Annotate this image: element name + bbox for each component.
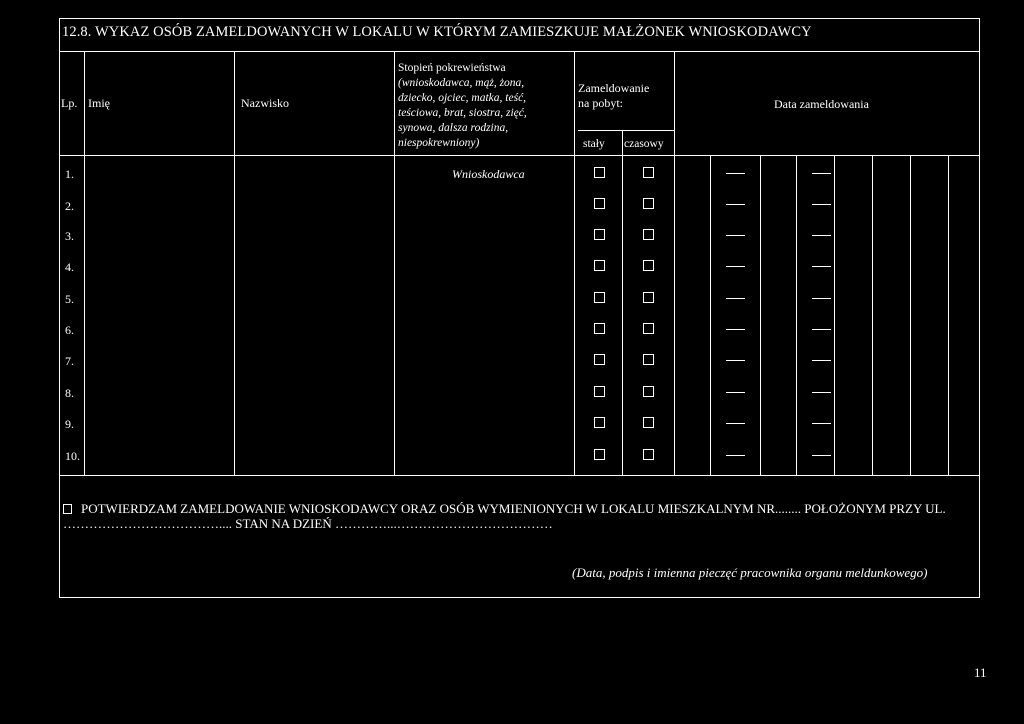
header-stopien-line: dziecko, ojciec, matka, teść, [398, 92, 527, 104]
date-col-line [948, 155, 949, 475]
header-stopien-line: teściowa, brat, siostra, zięć, [398, 107, 527, 119]
signature-caption: (Data, podpis i imienna pieczęć pracownika organu meldunkowego) [572, 565, 928, 580]
date-separator-dash [726, 329, 745, 330]
row-number: 9. [65, 417, 74, 431]
checkbox-czasowy[interactable] [643, 354, 654, 365]
checkbox-staly[interactable] [594, 198, 605, 209]
date-separator-dash [726, 455, 745, 456]
checkbox-czasowy[interactable] [643, 449, 654, 460]
date-col-line [710, 155, 711, 475]
header-bottom-line [59, 155, 980, 156]
date-separator-dash [726, 360, 745, 361]
header-imie: Imię [88, 96, 110, 110]
header-lp: Lp. [61, 96, 78, 110]
header-czasowy: czasowy [624, 138, 664, 150]
date-col-line [872, 155, 873, 475]
checkbox-staly[interactable] [594, 292, 605, 303]
date-separator-dash [726, 423, 745, 424]
checkbox-staly[interactable] [594, 449, 605, 460]
row-number: 1. [65, 167, 74, 181]
col-line-stopien [574, 51, 575, 475]
checkbox-staly[interactable] [594, 167, 605, 178]
date-separator-dash [726, 235, 745, 236]
checkbox-staly[interactable] [594, 229, 605, 240]
checkbox-staly[interactable] [594, 354, 605, 365]
date-separator-dash [726, 204, 745, 205]
header-zameldowanie-line1: Zameldowanie [578, 81, 650, 95]
date-separator-dash [812, 266, 831, 267]
date-col-line [910, 155, 911, 475]
date-separator-dash [812, 235, 831, 236]
row-number: 10. [65, 449, 80, 463]
page-number: 11 [974, 665, 987, 680]
table-bottom-line [59, 475, 980, 476]
header-top-line [59, 51, 980, 52]
header-data-zameldowania: Data zameldowania [774, 97, 869, 111]
checkbox-czasowy[interactable] [643, 292, 654, 303]
col-line-imie [234, 51, 235, 475]
row-number: 4. [65, 260, 74, 274]
date-separator-dash [812, 392, 831, 393]
confirmation-checkbox[interactable] [63, 504, 72, 514]
zameldowanie-split-line [578, 130, 674, 131]
date-separator-dash [812, 298, 831, 299]
date-separator-dash [726, 173, 745, 174]
row-number: 7. [65, 354, 74, 368]
date-separator-dash [812, 423, 831, 424]
date-separator-dash [812, 204, 831, 205]
checkbox-czasowy[interactable] [643, 323, 654, 334]
header-stopien [398, 61, 527, 151]
checkbox-staly[interactable] [594, 260, 605, 271]
checkbox-czasowy[interactable] [643, 229, 654, 240]
date-separator-dash [726, 266, 745, 267]
checkbox-staly[interactable] [594, 386, 605, 397]
checkbox-staly[interactable] [594, 417, 605, 428]
row-number: 5. [65, 292, 74, 306]
header-stopien-line: synowa, dalsza rodzina, [398, 122, 509, 134]
col-line-lp [84, 51, 85, 475]
header-nazwisko: Nazwisko [241, 96, 289, 110]
date-separator-dash [726, 298, 745, 299]
date-separator-dash [812, 173, 831, 174]
col-line-staly [622, 130, 623, 475]
date-col-line [760, 155, 761, 475]
header-zameldowanie-line2: na pobyt: [578, 96, 623, 110]
checkbox-czasowy[interactable] [643, 198, 654, 209]
confirmation-text: POTWIERDZAM ZAMELDOWANIE WNIOSKODAWCY ORAZ OSÓB WYMIENIONYCH W LOKALU MIESZKALNYM NR........ POŁOŻONYM PRZY UL. ……………………………….... STAN NA DZIEŃ …………...……………………………… [63, 501, 946, 531]
row-number: 3. [65, 229, 74, 243]
header-staly: stały [583, 138, 605, 150]
header-stopien-title: Stopień pokrewieństwa [398, 62, 506, 74]
checkbox-czasowy[interactable] [643, 417, 654, 428]
section-title: 12.8. WYKAZ OSÓB ZAMELDOWANYCH W LOKALU W KTÓRYM ZAMIESZKUJE MAŁŻONEK WNIOSKODAWCY [62, 24, 812, 40]
checkbox-czasowy[interactable] [643, 386, 654, 397]
date-separator-dash [726, 392, 745, 393]
row-relation: Wnioskodawca [452, 167, 525, 181]
header-stopien-line: (wnioskodawca, mąż, żona, [398, 77, 525, 89]
checkbox-staly[interactable] [594, 323, 605, 334]
col-line-czasowy [674, 51, 675, 475]
date-col-line [834, 155, 835, 475]
header-stopien-line: niespokrewniony) [398, 137, 480, 149]
col-line-nazwisko [394, 51, 395, 475]
date-col-line [796, 155, 797, 475]
date-separator-dash [812, 360, 831, 361]
date-separator-dash [812, 455, 831, 456]
row-number: 8. [65, 386, 74, 400]
checkbox-czasowy[interactable] [643, 167, 654, 178]
row-number: 6. [65, 323, 74, 337]
checkbox-czasowy[interactable] [643, 260, 654, 271]
header-zameldowanie [578, 81, 649, 111]
confirmation-statement [63, 501, 975, 531]
date-separator-dash [812, 329, 831, 330]
row-number: 2. [65, 199, 74, 213]
